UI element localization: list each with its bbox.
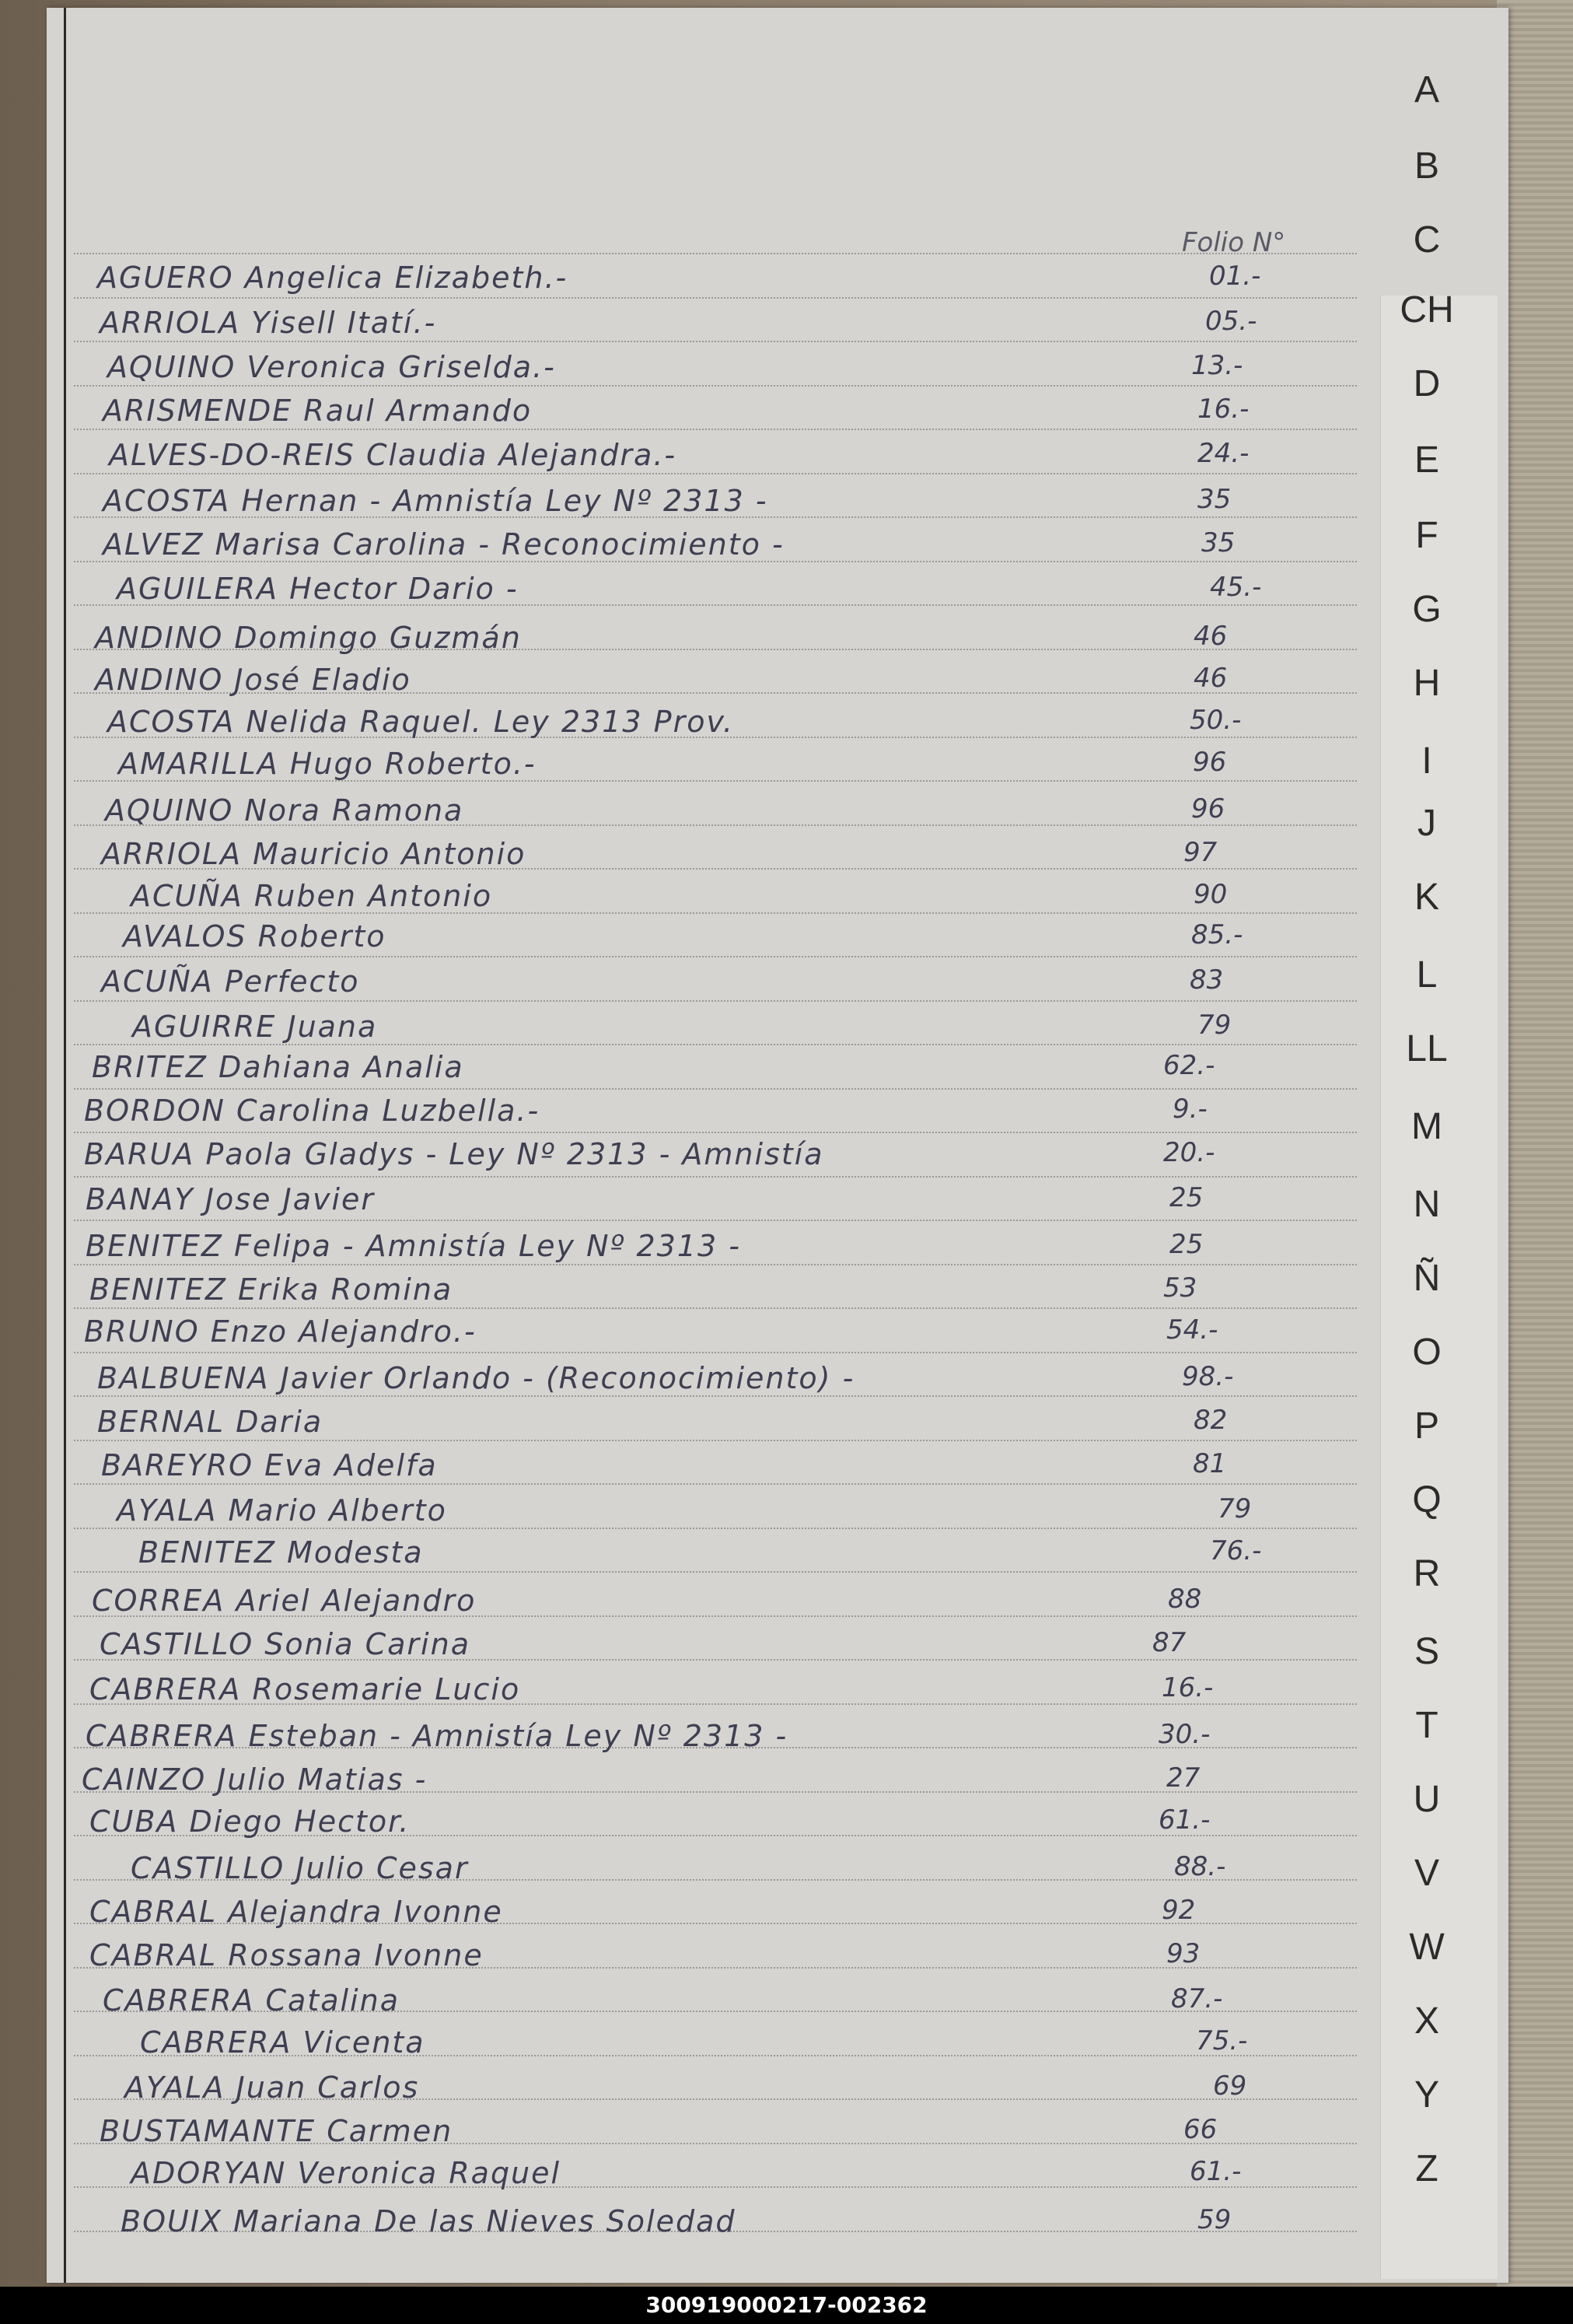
entry-folio: 46 xyxy=(1194,663,1228,694)
index-entry xyxy=(0,1938,1400,1982)
entry-folio: 25 xyxy=(1169,1182,1204,1213)
index-tab-letter: R xyxy=(1413,1553,1441,1594)
entry-name: CASTILLO Sonia Carina xyxy=(100,1627,470,1661)
index-tab-letter: P xyxy=(1414,1405,1439,1447)
entry-folio: 25 xyxy=(1169,1229,1204,1260)
index-entry xyxy=(0,621,1400,664)
entry-folio: 05.- xyxy=(1205,306,1257,337)
entry-folio: 92 xyxy=(1162,1895,1196,1926)
folio-header: Folio N° xyxy=(1182,227,1286,258)
index-entry xyxy=(0,1050,1400,1094)
index-tab-letter: M xyxy=(1411,1106,1442,1147)
index-tab-letter: X xyxy=(1414,2000,1439,2042)
entry-name: BARUA Paola Gladys - Ley Nº 2313 - Amnistía xyxy=(84,1137,824,1171)
entry-folio: 16.- xyxy=(1197,394,1250,425)
entry-folio: 35 xyxy=(1201,527,1236,558)
index-entry xyxy=(0,1804,1400,1848)
entry-name: CASTILLO Julio Cesar xyxy=(131,1851,469,1885)
index-entry xyxy=(0,261,1400,304)
index-entry xyxy=(0,879,1400,922)
index-entry xyxy=(0,1584,1400,1627)
index-tab-letter: S xyxy=(1414,1631,1439,1672)
index-entry xyxy=(0,663,1400,706)
entry-name: AGUERO Angelica Elizabeth.- xyxy=(97,261,568,295)
entry-folio: 98.- xyxy=(1182,1361,1234,1392)
index-tab-letter: N xyxy=(1413,1184,1441,1225)
entry-folio: 50.- xyxy=(1190,705,1242,736)
index-entry xyxy=(0,1182,1400,1226)
index-entry xyxy=(0,438,1400,481)
entry-folio: 88 xyxy=(1168,1584,1202,1615)
index-tab-letter: F xyxy=(1415,515,1438,556)
index-entry xyxy=(0,394,1400,437)
index-tab-letter: C xyxy=(1413,219,1441,261)
entry-name: ANDINO José Eladio xyxy=(95,663,411,697)
entry-folio: 35 xyxy=(1197,484,1232,515)
entry-folio: 61.- xyxy=(1190,2156,1242,2187)
entry-name: AQUINO Nora Ramona xyxy=(105,793,464,828)
index-tab-letter: G xyxy=(1412,589,1442,630)
index-entry xyxy=(0,350,1400,394)
index-entry xyxy=(0,2070,1400,2114)
entry-folio: 24.- xyxy=(1197,438,1250,469)
entry-folio: 90 xyxy=(1194,879,1228,910)
index-tab-letter: Ñ xyxy=(1413,1258,1441,1299)
entry-folio: 13.- xyxy=(1191,350,1243,381)
entry-name: CUBA Diego Hector. xyxy=(89,1804,411,1839)
index-entry xyxy=(0,1627,1400,1671)
index-tab-letter: T xyxy=(1415,1705,1438,1746)
index-tab-letter: K xyxy=(1414,877,1439,918)
index-entry xyxy=(0,1895,1400,1938)
index-entry xyxy=(0,919,1400,963)
entry-name: BENITEZ Erika Romina xyxy=(89,1272,453,1307)
index-tab-letter: Z xyxy=(1415,2148,1438,2189)
index-tab-letter: D xyxy=(1413,363,1441,404)
document-id: 300919000217-002362 xyxy=(645,2292,928,2318)
entry-folio: 87 xyxy=(1152,1627,1187,1658)
entry-name: ARRIOLA Yisell Itatí.- xyxy=(100,306,437,340)
entry-folio: 96 xyxy=(1191,793,1225,824)
index-entry xyxy=(0,964,1400,1008)
entry-name: ALVES-DO-REIS Claudia Alejandra.- xyxy=(109,438,677,472)
entry-name: ARISMENDE Raul Armando xyxy=(103,394,533,428)
index-entry xyxy=(0,2114,1400,2158)
entry-name: BENITEZ Felipa - Amnistía Ley Nº 2313 - xyxy=(86,1229,741,1263)
entry-name: CABRERA Rosemarie Lucio xyxy=(89,1672,521,1706)
entry-name: ANDINO Domingo Guzmán xyxy=(95,621,522,655)
index-entry xyxy=(0,1719,1400,1762)
index-entry xyxy=(0,527,1400,571)
index-entry xyxy=(0,1137,1400,1181)
entry-name: AYALA Mario Alberto xyxy=(117,1493,447,1528)
index-entry xyxy=(0,1010,1400,1053)
index-entry xyxy=(0,705,1400,748)
index-entry xyxy=(0,1672,1400,1716)
entry-folio: 30.- xyxy=(1159,1719,1211,1750)
index-tab-letter: E xyxy=(1414,439,1439,481)
index-tab-letter: U xyxy=(1413,1779,1441,1820)
index-tab-letter: J xyxy=(1417,803,1436,844)
index-entry xyxy=(0,1851,1400,1895)
index-tab-letter: I xyxy=(1421,740,1432,782)
entry-name: CABRERA Catalina xyxy=(103,1983,400,2018)
index-entry xyxy=(0,1762,1400,1806)
entry-name: CORREA Ariel Alejandro xyxy=(92,1584,477,1618)
entry-name: BRUNO Enzo Alejandro.- xyxy=(84,1314,477,1349)
entry-name: BORDON Carolina Luzbella.- xyxy=(84,1094,540,1128)
entry-folio: 96 xyxy=(1193,747,1227,778)
entry-name: ADORYAN Veronica Raquel xyxy=(131,2156,561,2190)
entry-name: AGUIRRE Juana xyxy=(132,1010,378,1044)
index-entry xyxy=(0,1229,1400,1272)
index-entry xyxy=(0,2025,1400,2069)
entry-folio: 9.- xyxy=(1173,1094,1208,1125)
entry-name: BUSTAMANTE Carmen xyxy=(100,2114,453,2148)
index-tab-letter: LL xyxy=(1406,1028,1448,1069)
index-tab-letter: H xyxy=(1413,663,1441,704)
entry-folio: 54.- xyxy=(1166,1314,1218,1346)
entry-name: AVALOS Roberto xyxy=(123,919,386,954)
index-entry xyxy=(0,793,1400,837)
entry-name: BERNAL Daria xyxy=(97,1405,323,1439)
index-tab-letter: CH xyxy=(1400,289,1454,331)
entry-name: ALVEZ Marisa Carolina - Reconocimiento - xyxy=(103,527,785,562)
entry-name: AMARILLA Hugo Roberto.- xyxy=(118,747,537,781)
entry-name: BALBUENA Javier Orlando - (Reconocimiento) - xyxy=(97,1361,855,1395)
entry-folio: 83 xyxy=(1190,964,1224,996)
entry-name: ACUÑA Perfecto xyxy=(101,964,360,999)
index-entry xyxy=(0,1448,1400,1492)
index-tab-letter: A xyxy=(1414,69,1439,110)
index-entry xyxy=(0,306,1400,349)
entry-name: CABRERA Vicenta xyxy=(140,2025,425,2060)
entry-folio: 16.- xyxy=(1162,1672,1214,1703)
entry-name: BANAY Jose Javier xyxy=(86,1182,376,1216)
entry-folio: 59 xyxy=(1197,2204,1232,2235)
entry-folio: 97 xyxy=(1183,837,1218,868)
entry-folio: 79 xyxy=(1197,1010,1232,1041)
entry-name: AYALA Juan Carlos xyxy=(124,2070,420,2105)
index-entry xyxy=(0,1361,1400,1405)
entry-folio: 85.- xyxy=(1191,919,1243,950)
entry-folio: 76.- xyxy=(1210,1535,1262,1566)
index-entry xyxy=(0,1405,1400,1448)
entry-folio: 93 xyxy=(1166,1938,1201,1969)
index-tab-letter: Q xyxy=(1412,1479,1442,1521)
index-entry xyxy=(0,2204,1400,2248)
index-tab-letter: Y xyxy=(1414,2074,1439,2116)
entry-name: ARRIOLA Mauricio Antonio xyxy=(101,837,526,871)
index-tab-letter: O xyxy=(1412,1332,1442,1373)
entry-name: BENITEZ Modesta xyxy=(138,1535,424,1570)
index-entry xyxy=(0,837,1400,880)
entry-name: AQUINO Veronica Griselda.- xyxy=(107,350,556,384)
entry-folio: 27 xyxy=(1166,1762,1201,1794)
entry-folio: 62.- xyxy=(1163,1050,1215,1081)
entry-folio: 69 xyxy=(1213,2070,1247,2102)
entry-name: BRITEZ Dahiana Analia xyxy=(92,1050,464,1084)
entry-folio: 66 xyxy=(1183,2114,1218,2145)
index-entry xyxy=(0,572,1400,615)
entry-name: CAINZO Julio Matias - xyxy=(82,1762,428,1797)
entry-name: CABRAL Alejandra Ivonne xyxy=(89,1895,503,1929)
index-tab-letter: L xyxy=(1416,954,1438,996)
entry-folio: 87.- xyxy=(1171,1983,1223,2014)
index-tab-letter: B xyxy=(1414,145,1439,187)
index-entry xyxy=(0,1493,1400,1537)
entry-folio: 53 xyxy=(1163,1272,1197,1304)
index-tab-letter: V xyxy=(1414,1853,1439,1894)
entry-folio: 88.- xyxy=(1174,1851,1226,1882)
index-entry xyxy=(0,1094,1400,1137)
entry-name: BOUIX Mariana De las Nieves Soledad xyxy=(121,2204,736,2238)
entry-folio: 61.- xyxy=(1159,1804,1211,1836)
entry-folio: 46 xyxy=(1194,621,1228,652)
entry-folio: 79 xyxy=(1218,1493,1252,1524)
index-tab-letter: W xyxy=(1409,1927,1445,1968)
entry-folio: 01.- xyxy=(1209,261,1261,292)
index-entry xyxy=(0,2156,1400,2200)
index-entry xyxy=(0,484,1400,527)
entry-name: ACUÑA Ruben Antonio xyxy=(131,879,493,913)
entry-folio: 81 xyxy=(1193,1448,1227,1479)
entry-name: AGUILERA Hector Dario - xyxy=(117,572,519,606)
entry-name: ACOSTA Hernan - Amnistía Ley Nº 2313 - xyxy=(103,484,768,518)
entry-folio: 20.- xyxy=(1163,1137,1215,1168)
entry-folio: 75.- xyxy=(1196,2025,1248,2056)
index-entry xyxy=(0,747,1400,790)
entry-name: CABRERA Esteban - Amnistía Ley Nº 2313 - xyxy=(86,1719,788,1753)
index-entry xyxy=(0,1272,1400,1316)
entry-name: ACOSTA Nelida Raquel. Ley 2313 Prov. xyxy=(107,705,734,739)
entry-folio: 82 xyxy=(1194,1405,1228,1436)
entry-folio: 45.- xyxy=(1210,572,1262,603)
entry-name: BAREYRO Eva Adelfa xyxy=(101,1448,438,1482)
index-entry xyxy=(0,1983,1400,2027)
footer-bar xyxy=(0,2287,1573,2324)
index-entry xyxy=(0,1535,1400,1579)
index-entry xyxy=(0,1314,1400,1358)
entry-name: CABRAL Rossana Ivonne xyxy=(89,1938,484,1972)
